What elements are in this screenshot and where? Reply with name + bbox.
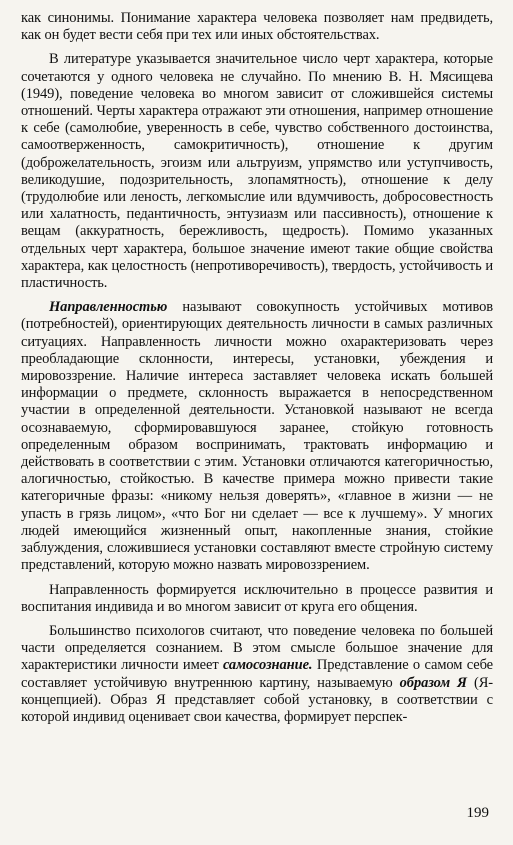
self-awareness-text-a: Большинство психологов считают, что поведение человека по большей части определяется сознанием. В этом смысле большое значение для характеристики личности имеет: [21, 622, 493, 674]
page-body: [21, 10, 493, 726]
term-napravlennost: Направленностью: [49, 299, 168, 316]
term-obraz-ya: образом Я: [399, 674, 467, 691]
paragraph-character-traits: В литературе указывается значительное число черт характера, которые сочетаются у одного человека не случайно. По мнению В. Н. Мясищева (1949), поведение человека во многом зависит от сложившейся системы отношений. Черты характера отражают эти отношения, например отношение к себе (самолюбие, уверенность в себе, чувство собственного достоинства, самоотверженность, самокритичность), отношение к другим (доброжелательность, эгоизм или альтруизм, упрямство или уступчивость, великодушие, подозрительность, злопамятность), отношение к делу (трудолюбие или леность, легкомыслие или вдумчивость, добросовестность или халатность, педантичность, энтузиазм или пассивность), отношение к вещам (аккуратность, бережливость, щедрость). Помимо указанных отдельных черт характера, большое значение имеют такие общие свойства характера, как целостность (непротиворечивость), твердость, устойчивость и пластичность.: [21, 51, 493, 292]
term-samosoznanie: самосознание.: [222, 657, 313, 674]
self-awareness-text-b: Представление о самом себе составляет устойчивую внутреннюю картину, называемую: [21, 657, 493, 691]
page-number: 199: [466, 805, 489, 821]
paragraph-continuation: как синонимы. Понимание характера человека позволяет нам предвидеть, как он будет вести себя при тех или иных обстоятельствах.: [21, 10, 493, 44]
self-awareness-text-c: (Я-концепцией). Образ Я представляет собой установку, в соответствии с которой индивид оценивает свои качества, формирует перспек-: [21, 674, 493, 725]
paragraph-orientation-text: называют совокупность устойчивых мотивов (потребностей), ориентирующих деятельность личности в самых различных ситуациях. Направленность личности можно охарактеризовать через преобладающие склонности, интересы, установки, убеждения и мировоззрение. Наличие интереса заставляет человека искать большей информации о предмете, склонность выражается в непосредственном участии в определенной деятельности. Установкой называют не всегда осознаваемую, сформировавшуюся заранее, стойкую готовность определенным образом воспринимать, трактовать информацию и действовать в соответствии с этим. Установки отличаются категоричностью, алогичностью, стойкостью. В качестве примера можно привести такие категоричные фразы: «никому нельзя доверять», «главное в жизни — не упасть в грязь лицом», «что Бог ни сделает — все к лучшему». У многих людей имеющийся жизненный опыт, накопленные знания, стойкие заблуждения, сложившиеся установки составляют вместе стройную систему представлений, которую можно назвать мировоззрением.: [21, 299, 493, 574]
paragraph-orientation-formation: Направленность формируется исключительно в процессе развития и воспитания индивида и во многом зависит от круга его общения.: [21, 581, 493, 615]
paragraph-self-awareness: [21, 623, 493, 726]
paragraph-orientation: [21, 299, 493, 574]
